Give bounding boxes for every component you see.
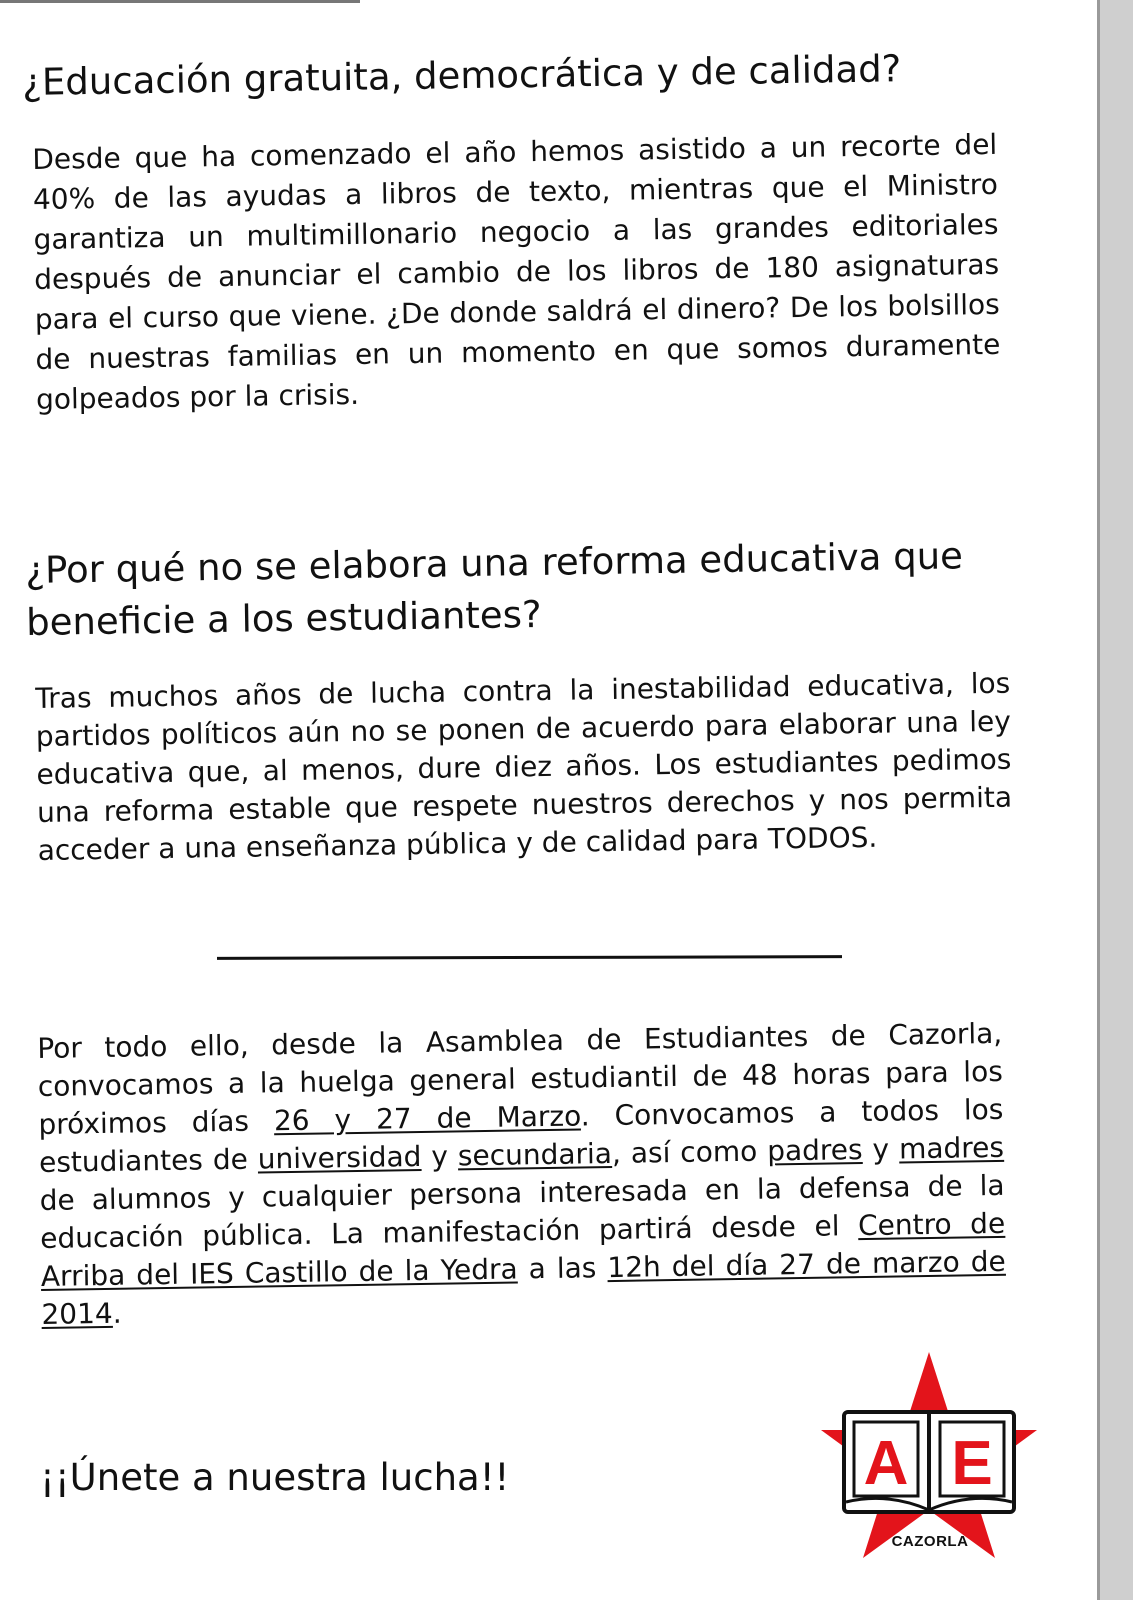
strike-text-3: y [421,1139,459,1173]
heading-reform: ¿Por qué no se elabora una reforma educativa que beneficie a los estudiantes? [25,534,964,644]
scan-edge [0,0,360,3]
strike-text-5: y [862,1132,900,1167]
strike-text-2: . Convocamos a todos los estudiantes de [38,1092,1004,1179]
strike-dates: 26 y 27 de Marzo [273,1099,582,1138]
paragraph-strike-call [37,1015,1007,1334]
march-time: 12h del día 27 de marzo de 2014 [41,1244,1007,1331]
target-mothers: madres [898,1130,1005,1166]
strike-text-7: a las [517,1251,608,1286]
march-location: Centro de Arriba del IES Castillo de la Yedra [40,1206,1006,1293]
logo-letter-a: A [863,1429,909,1498]
logo-label: CAZORLA [891,1533,969,1550]
strike-text-4: , así como [611,1134,768,1170]
target-secondary: secundaria [457,1136,613,1173]
slogan: ¡¡Únete a nuestra lucha!! [40,1456,510,1499]
target-fathers: padres [766,1133,863,1168]
target-university: universidad [257,1139,422,1176]
strike-text-1: Por todo ello, desde la Asamblea de Estudiantes de Cazorla, convocamos a la huelga general estudiantil de 48 horas para los próximos días [37,1016,1004,1141]
strike-text-8: . [112,1296,122,1330]
logo-letter-e: E [951,1429,993,1498]
paragraph-budget-cuts: Desde que ha comenzado el año hemos asistido a un recorte del 40% de las ayudas a libros de texto, mientras que el Ministro garantiza un multimillonario negocio a las grandes editoriales después de anunciar el cambio de los libros de 180 asignaturas para el curso que viene. ¿De donde saldrá el dinero? De los bolsillos de nuestras familias en un momento en que somos duramente golpeados por la crisis. [32,127,1001,416]
strike-text-6: de alumnos y cualquier persona interesada en la defensa de la educación pública. La manifestación partirá desde el [39,1168,1005,1255]
paragraph-reform: Tras muchos años de lucha contra la inestabilidad educativa, los partidos políticos aún no se ponen de acuerdo para elaborar una ley educativa que, al menos, dure diez años. Los estudiantes pedimos una reforma estable que respete nuestros derechos y nos permita acceder a una enseñanza pública y de calidad para TODOS. [35,666,1013,867]
divider-line [217,955,842,960]
heading-education: ¿Educación gratuita, democrática y de calidad? [22,47,902,104]
